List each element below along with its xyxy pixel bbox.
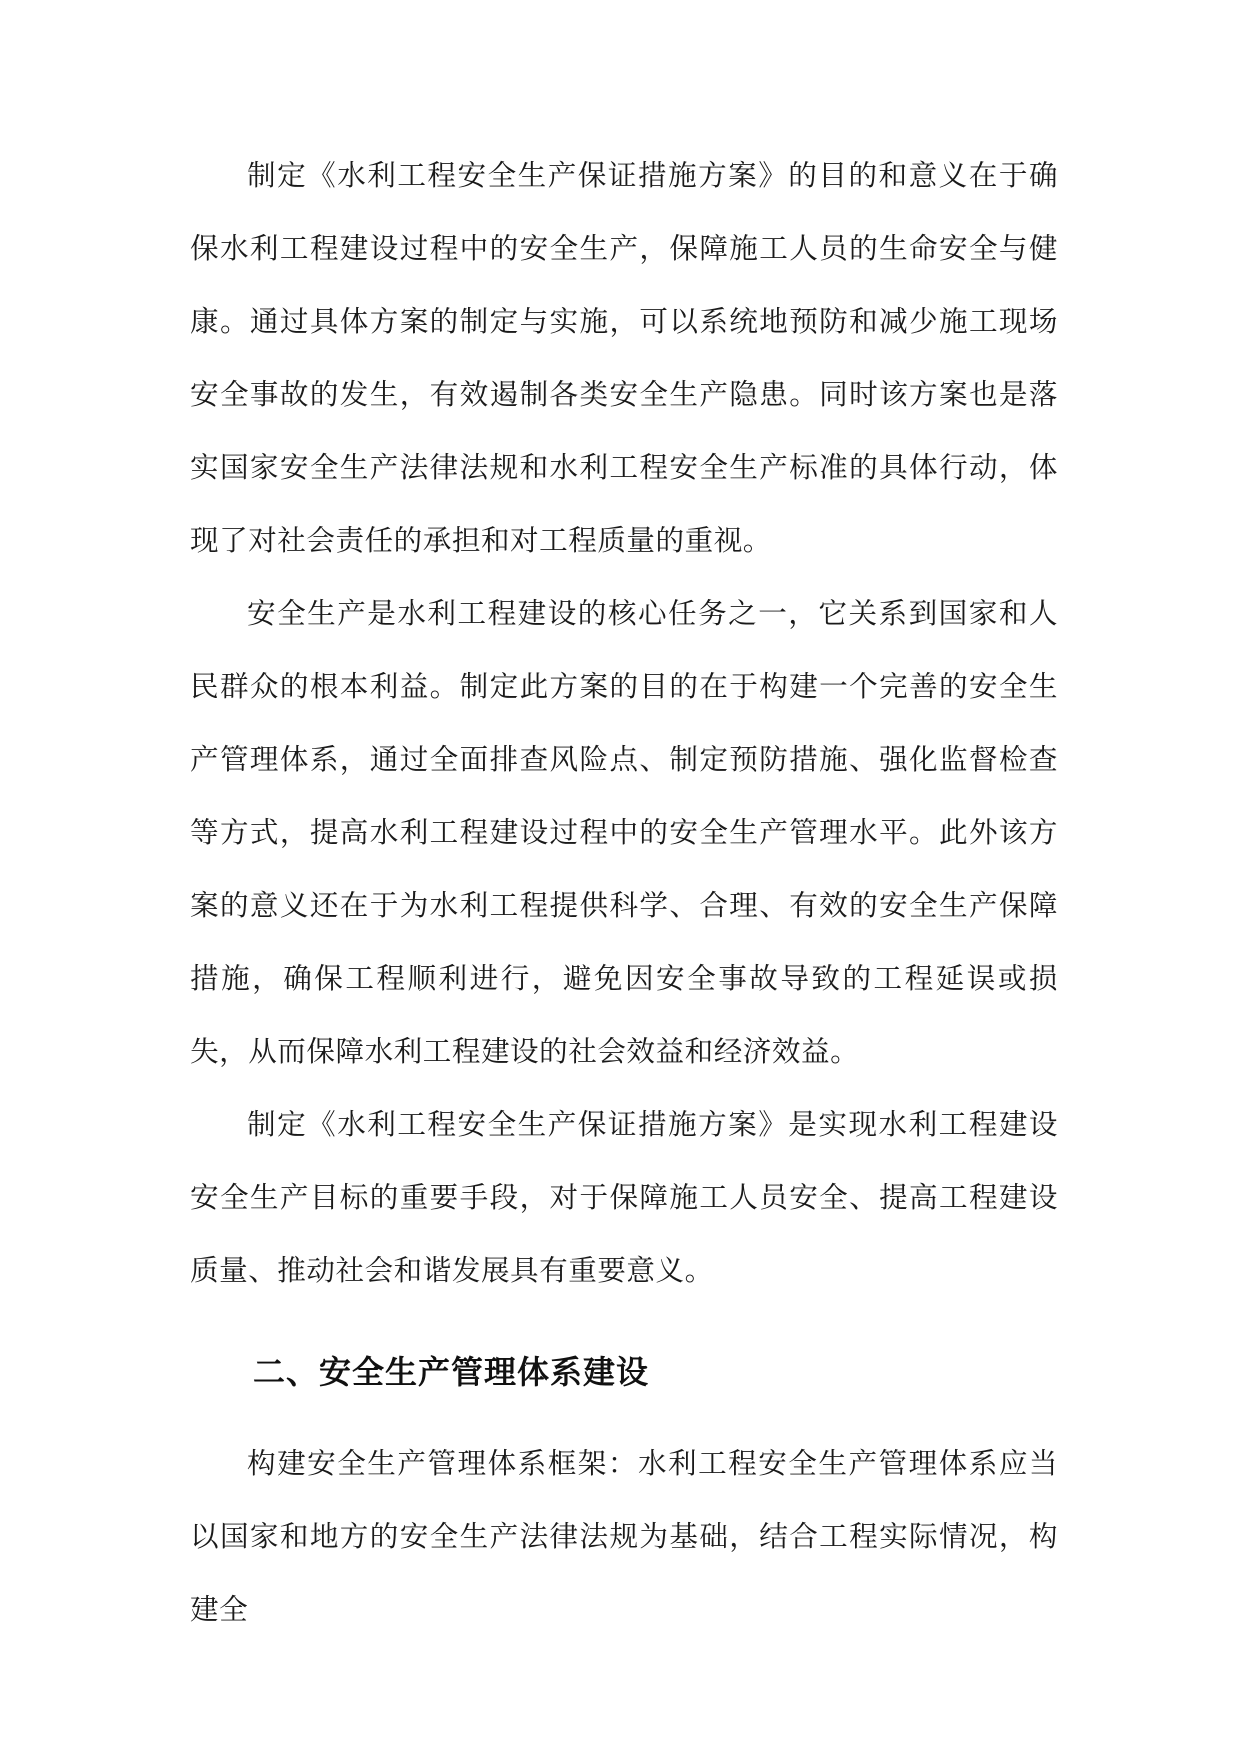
document-body [190,139,1058,1646]
paragraph-conclusion: 制定《水利工程安全生产保证措施方案》是实现水利工程建设安全生产目标的重要手段，对于保障施工人员安全、提高工程建设质量、推动社会和谐发展具有重要意义。 [190,1107,1058,1287]
paragraph-core-task: 安全生产是水利工程建设的核心任务之一，它关系到国家和人民群众的根本利益。制定此方案的目的在于构建一个完善的安全生产管理体系，通过全面排查风险点、制定预防措施、强化监督检查等方式，提高水利工程建设过程中的安全生产管理水平。此外该方案的意义还在于为水利工程提供科学、合理、有效的安全生产保障措施，确保工程顺利进行，避免因安全事故导致的工程延误或损失，从而保障水利工程建设的社会效益和经济效益。 [190,596,1058,1068]
paragraph-purpose-significance: 制定《水利工程安全生产保证措施方案》的目的和意义在于确保水利工程建设过程中的安全生产，保障施工人员的生命安全与健康。通过具体方案的制定与实施，可以系统地预防和减少施工现场安全事故的发生，有效遏制各类安全生产隐患。同时该方案也是落实国家安全生产法律法规和水利工程安全生产标准的具体行动，体现了对社会责任的承担和对工程质量的重视。 [190,158,1058,557]
paragraph-system-framework: 构建安全生产管理体系框架：水利工程安全生产管理体系应当以国家和地方的安全生产法律法规为基础，结合工程实际情况，构建全 [190,1446,1058,1626]
section-heading: 二、安全生产管理体系建设 [253,1353,650,1391]
